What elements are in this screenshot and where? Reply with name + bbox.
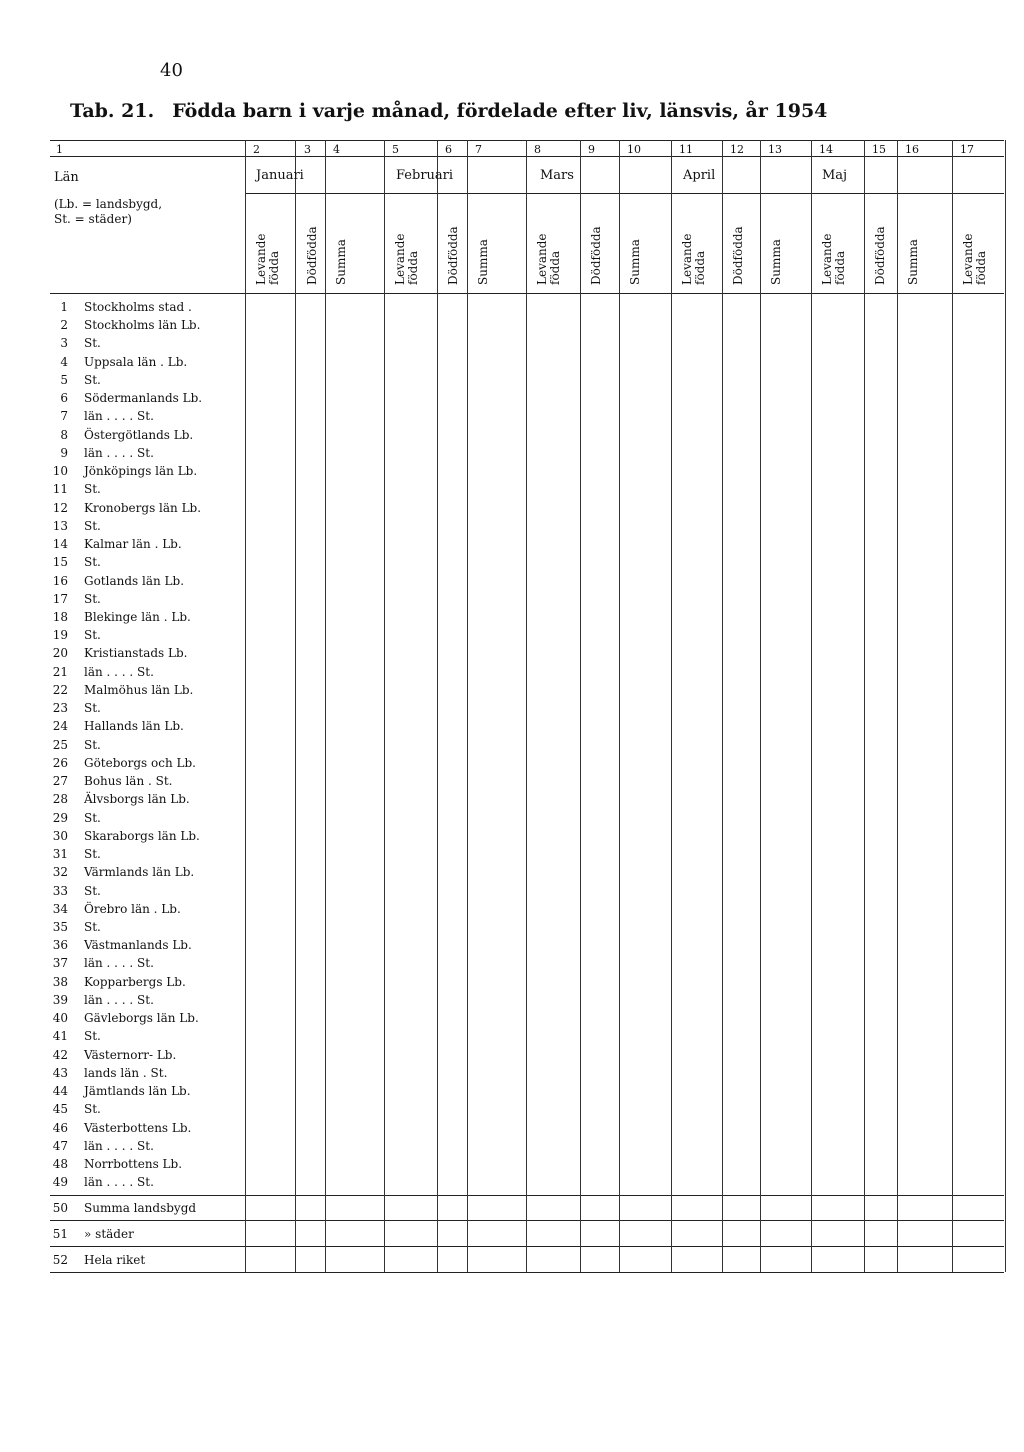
column-subheader: Levande födda	[961, 233, 988, 285]
row-label: Södermanlands Lb.	[84, 391, 203, 406]
row-label: St.	[84, 336, 101, 351]
row-label: Örebro län . Lb.	[84, 901, 181, 916]
row-label: Västernorr- Lb.	[84, 1047, 177, 1062]
column-number: 5	[392, 143, 399, 156]
column-number: 9	[588, 143, 595, 156]
row-number: 34	[52, 901, 68, 916]
row-label: Hela riket	[84, 1253, 146, 1268]
row-label: Bohus län . St.	[84, 774, 173, 789]
column-number: 14	[819, 143, 833, 156]
row-number: 52	[52, 1253, 68, 1268]
column-subheader: Dödfödda	[873, 226, 887, 285]
row-number: 33	[52, 883, 68, 898]
lan-header: Län	[54, 170, 79, 185]
column-divider	[384, 140, 385, 1272]
row-number: 31	[52, 847, 68, 862]
row-number: 19	[52, 628, 68, 643]
row-label: St.	[84, 372, 101, 387]
row-number: 45	[52, 1102, 68, 1117]
column-divider	[864, 140, 865, 1272]
row-label: St.	[84, 701, 101, 716]
table-number: Tab. 21.	[70, 100, 155, 122]
column-subheader: Dödfödda	[589, 226, 603, 285]
column-divider	[437, 140, 438, 1272]
row-number: 27	[52, 774, 68, 789]
column-number: 11	[679, 143, 693, 156]
row-label: Kronobergs län Lb.	[84, 500, 202, 515]
row-number: 39	[52, 992, 68, 1007]
month-header: Mars	[540, 168, 574, 183]
column-number: 1	[56, 143, 63, 156]
row-number: 10	[52, 464, 68, 479]
row-number: 21	[52, 664, 68, 679]
row-number: 2	[60, 318, 68, 333]
row-number: 29	[52, 810, 68, 825]
row-label: Göteborgs och Lb.	[84, 755, 196, 770]
row-number: 51	[52, 1227, 68, 1242]
column-number: 10	[627, 143, 641, 156]
column-subheader: Levande födda	[820, 233, 847, 285]
row-number: 36	[52, 938, 68, 953]
column-subheader: Summa	[906, 239, 920, 285]
column-subheader: Levande födda	[254, 233, 281, 285]
row-number: 3	[60, 336, 68, 351]
table-rule	[50, 1220, 1004, 1221]
row-label: Värmlands län Lb.	[84, 865, 195, 880]
table-rule	[50, 156, 1004, 157]
lan-legend: (Lb. = landsbygd, St. = städer)	[54, 197, 163, 226]
row-label: St.	[84, 518, 101, 533]
row-number: 22	[52, 682, 68, 697]
row-label: Jämtlands län Lb.	[84, 1084, 191, 1099]
row-label: St.	[84, 847, 101, 862]
column-number: 16	[905, 143, 919, 156]
column-divider	[671, 140, 672, 1272]
row-label: St.	[84, 1102, 101, 1117]
column-subheader: Dödfödda	[446, 226, 460, 285]
column-divider	[245, 140, 246, 1272]
row-number: 35	[52, 920, 68, 934]
row-label: Stockholms stad .	[84, 300, 192, 314]
row-label: Östergötlands Lb.	[84, 427, 194, 442]
table-rule	[50, 1195, 1004, 1196]
row-number: 47	[52, 1138, 68, 1153]
row-number: 23	[52, 701, 68, 716]
row-number: 12	[52, 500, 68, 515]
row-number: 8	[60, 427, 68, 442]
row-label: St.	[84, 482, 101, 497]
row-number: 20	[52, 646, 68, 661]
column-divider	[467, 140, 468, 1272]
row-number: 40	[52, 1011, 68, 1026]
row-label: Västerbottens Lb.	[84, 1120, 192, 1135]
row-number: 4	[60, 354, 68, 369]
row-number: 32	[52, 865, 68, 880]
column-number: 8	[534, 143, 541, 156]
column-subheader: Dödfödda	[305, 226, 319, 285]
row-number: 38	[52, 974, 68, 989]
row-number: 37	[52, 956, 68, 971]
month-header: April	[683, 168, 716, 183]
row-label: Kalmar län . Lb.	[84, 537, 182, 552]
column-divider	[619, 140, 620, 1272]
column-divider	[1005, 140, 1006, 1272]
column-subheader: Summa	[628, 239, 642, 285]
row-label: Kopparbergs Lb.	[84, 974, 186, 989]
row-label: Jönköpings län Lb.	[84, 464, 198, 479]
row-label: län . . . . St.	[84, 1138, 154, 1153]
column-number: 2	[253, 143, 260, 156]
column-divider	[325, 140, 326, 1272]
row-number: 17	[52, 591, 68, 606]
column-divider	[952, 140, 953, 1272]
row-label: Uppsala län . Lb.	[84, 354, 188, 369]
row-number: 15	[52, 555, 68, 570]
row-label: Norrbottens Lb.	[84, 1157, 183, 1172]
column-divider	[580, 140, 581, 1272]
row-label: Kristianstads Lb.	[84, 646, 188, 661]
row-number: 16	[52, 573, 68, 588]
row-number: 14	[52, 537, 68, 552]
row-number: 26	[52, 755, 68, 770]
column-number: 13	[768, 143, 782, 156]
month-header: Januari	[256, 168, 304, 183]
row-label: St.	[84, 591, 101, 606]
table-caption: Födda barn i varje månad, fördelade efter liv, länsvis, år 1954	[172, 100, 828, 122]
row-number: 11	[52, 482, 68, 497]
row-label: St.	[84, 920, 101, 934]
row-number: 42	[52, 1047, 68, 1062]
column-number: 7	[475, 143, 482, 156]
column-subheader: Summa	[769, 239, 783, 285]
row-number: 25	[52, 737, 68, 752]
column-divider	[811, 140, 812, 1272]
row-number: 24	[52, 719, 68, 734]
row-label: Blekinge län . Lb.	[84, 610, 191, 624]
row-number: 50	[52, 1201, 68, 1216]
table-rule	[50, 140, 1004, 141]
row-number: 5	[60, 372, 68, 387]
row-label: St.	[84, 1029, 101, 1044]
column-number: 17	[960, 143, 974, 156]
column-number: 6	[445, 143, 452, 156]
page-number: 40	[160, 60, 183, 81]
column-subheader: Summa	[476, 239, 490, 285]
row-number: 18	[52, 610, 68, 624]
row-number: 48	[52, 1157, 68, 1172]
column-subheader: Dödfödda	[731, 226, 745, 285]
row-number: 49	[52, 1175, 68, 1190]
row-label: lands län . St.	[84, 1065, 168, 1080]
column-subheader: Levande födda	[535, 233, 562, 285]
column-divider	[295, 140, 296, 1272]
row-number: 44	[52, 1084, 68, 1099]
row-label: län . . . . St.	[84, 956, 154, 971]
row-label: St.	[84, 555, 101, 570]
row-number: 28	[52, 792, 68, 807]
row-number: 1	[60, 300, 68, 314]
row-label: Västmanlands Lb.	[84, 938, 192, 953]
table-rule	[50, 1272, 1004, 1273]
column-subheader: Summa	[334, 239, 348, 285]
row-label: län . . . . St.	[84, 1175, 154, 1190]
row-label: Malmöhus län Lb.	[84, 682, 194, 697]
row-label: St.	[84, 628, 101, 643]
row-label: Skaraborgs län Lb.	[84, 828, 200, 843]
row-label: Gotlands län Lb.	[84, 573, 185, 588]
row-label: län . . . . St.	[84, 445, 154, 460]
row-number: 7	[60, 409, 68, 424]
column-number: 3	[304, 143, 311, 156]
column-divider	[897, 140, 898, 1272]
row-label: län . . . . St.	[84, 992, 154, 1007]
table-title	[70, 100, 827, 122]
column-number: 12	[730, 143, 744, 156]
row-number: 6	[60, 391, 68, 406]
row-label: St.	[84, 810, 101, 825]
row-number: 41	[52, 1029, 68, 1044]
month-header: Februari	[396, 168, 454, 183]
table-rule	[245, 193, 1004, 194]
column-subheader: Levande födda	[680, 233, 707, 285]
row-label: län . . . . St.	[84, 409, 154, 424]
row-label: St.	[84, 883, 101, 898]
row-label: län . . . . St.	[84, 664, 154, 679]
month-header: Maj	[822, 168, 848, 183]
column-subheader: Levande födda	[393, 233, 420, 285]
column-divider	[722, 140, 723, 1272]
row-label: Summa landsbygd	[84, 1201, 197, 1216]
column-divider	[526, 140, 527, 1272]
row-label: Gävleborgs län Lb.	[84, 1011, 199, 1026]
row-number: 43	[52, 1065, 68, 1080]
column-divider	[760, 140, 761, 1272]
row-number: 13	[52, 518, 68, 533]
row-label: Hallands län Lb.	[84, 719, 184, 734]
row-number: 9	[60, 445, 68, 460]
row-label: Stockholms län Lb.	[84, 318, 201, 333]
row-number: 30	[52, 828, 68, 843]
row-label: St.	[84, 737, 101, 752]
column-number: 4	[333, 143, 340, 156]
table-rule	[50, 1246, 1004, 1247]
column-number: 15	[872, 143, 886, 156]
row-number: 46	[52, 1120, 68, 1135]
row-label: » städer	[84, 1227, 134, 1242]
row-label: Älvsborgs län Lb.	[84, 792, 190, 807]
table-rule	[50, 293, 1004, 294]
